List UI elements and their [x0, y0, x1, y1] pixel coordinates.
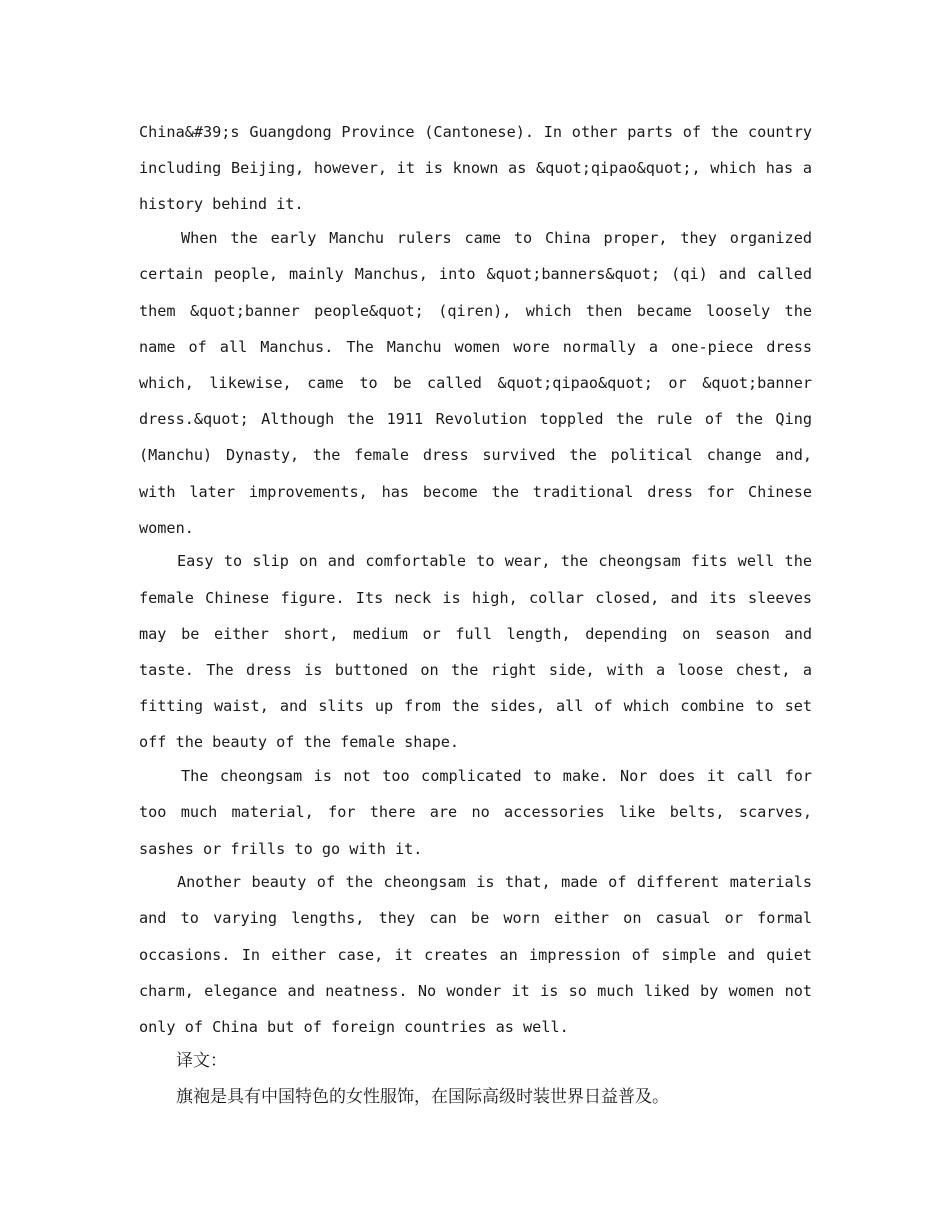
paragraph-versatility: Another beauty of the cheongsam is that, made of different materials and to varying lengths, they can be worn either on casual or formal occasions. In either case, it creates an impression of simple and quiet charm, elegance and neatness. No wonder it is so much liked by women not only of China but of foreign countries as well.	[139, 873, 812, 1037]
translation-label: 译文：	[176, 1050, 227, 1071]
translation-first-line: 旗袍是具有中国特色的女性服饰，在国际高级时装世界日益普及。	[176, 1086, 669, 1107]
paragraph-cantonese-name: China&#39;s Guangdong Province (Cantonese). In other parts of the country including Beijing, however, it is known as &quot;qipao&quot;, which has a history behind it.	[139, 123, 812, 214]
paragraph-comfort-fit: Easy to slip on and comfortable to wear, the cheongsam fits well the female Chinese figure. Its neck is high, collar closed, and its sleeves may be either short, medium or full length, depending on season and taste. The dress is buttoned on the right side, with a loose chest, a fitting waist, and slits up from the sides, all of which combine to set off the beauty of the female shape.	[139, 552, 812, 752]
document-body	[139, 114, 812, 1115]
paragraph-manchu-origin: When the early Manchu rulers came to China proper, they organized certain people, mainly Manchus, into &quot;banners&quot; (qi) and called them &quot;banner people&quot; (qiren), which then became loosely the name of all Manchus. The Manchu women wore normally a one-piece dress which, likewise, came to be called &quot;qipao&quot; or &quot;banner dress.&quot; Although the 1911 Revolution toppled the rule of the Qing (Manchu) Dynasty, the female dress survived the political change and, with later improvements, has become the traditional dress for Chinese women.	[139, 229, 812, 537]
paragraph-simple-making: The cheongsam is not too complicated to make. Nor does it call for too much material, for there are no accessories like belts, scarves, sashes or frills to go with it.	[139, 767, 812, 858]
